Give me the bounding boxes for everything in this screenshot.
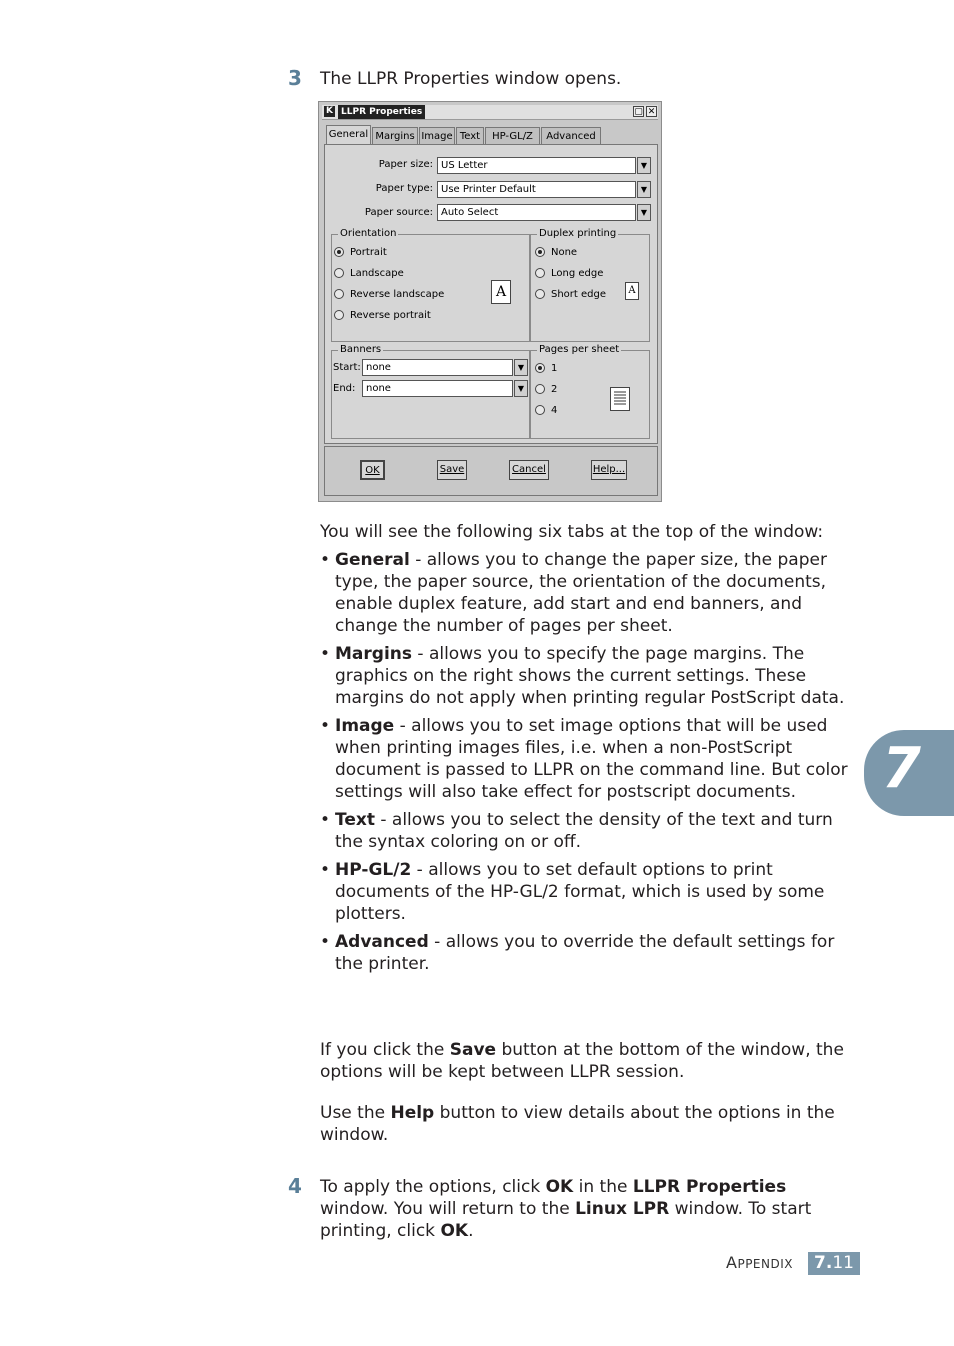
- step4-t2: in the: [573, 1177, 633, 1197]
- bullet-icon: •: [320, 932, 331, 952]
- tab-hpgl[interactable]: HP-GL/Z: [485, 127, 540, 144]
- window-titlebar: [322, 105, 658, 120]
- paper-size-select[interactable]: US Letter: [437, 157, 636, 174]
- radio-label: Short edge: [551, 289, 607, 300]
- duplex-short-edge-radio[interactable]: [535, 289, 606, 301]
- bullet-icon: •: [320, 644, 331, 664]
- paper-type-dropdown-icon[interactable]: ▼: [637, 181, 651, 198]
- bullet-desc: - allows you to override the default settings for the printer.: [335, 932, 835, 974]
- radio-unselected-icon: [535, 289, 545, 299]
- footer-label-first: A: [726, 1253, 738, 1272]
- minimize-icon[interactable]: ▢: [634, 107, 643, 117]
- tab-margins[interactable]: Margins: [372, 127, 418, 144]
- step-number-3: 3: [288, 66, 302, 90]
- radio-unselected-icon: [334, 268, 344, 278]
- step4-b4: OK: [440, 1221, 469, 1241]
- list-item-margins: [320, 643, 850, 709]
- radio-unselected-icon: [334, 310, 344, 320]
- paper-source-select[interactable]: Auto Select: [437, 204, 636, 221]
- tabs-intro: You will see the following six tabs at the top of the window:: [320, 522, 824, 542]
- page-chapter: 7.: [814, 1253, 833, 1273]
- list-item-text: [320, 809, 850, 853]
- chapter-tab: [864, 730, 954, 816]
- radio-label: Long edge: [551, 268, 604, 279]
- radio-label: 4: [551, 405, 558, 416]
- banner-end-select[interactable]: none: [362, 380, 513, 397]
- duplex-group-label: Duplex printing: [539, 228, 617, 239]
- cancel-button[interactable]: Cancel: [509, 460, 549, 480]
- help-button[interactable]: Help...: [591, 460, 627, 480]
- radio-label: Reverse landscape: [350, 289, 445, 300]
- tab-general[interactable]: General: [326, 125, 371, 145]
- pages-per-sheet-2-radio[interactable]: [535, 384, 557, 396]
- pages-per-sheet-4-radio[interactable]: [535, 405, 557, 417]
- orientation-group: [331, 228, 530, 342]
- save-paragraph: [320, 1039, 850, 1083]
- radio-label: None: [551, 247, 578, 258]
- tab-advanced[interactable]: Advanced: [541, 127, 601, 144]
- general-tab-panel: [324, 144, 658, 444]
- page-lines-icon: [611, 388, 629, 410]
- bullet-desc: - allows you to set image options that will be used when printing images files, i.e. when a non-PostScript document is passed to LLPR on the command line. But color settings will also take effect for postscript documents.: [335, 716, 848, 802]
- radio-label: Portrait: [350, 247, 387, 258]
- list-item-image: [320, 715, 850, 803]
- help-para-bold: Help: [390, 1103, 435, 1123]
- banner-start-select[interactable]: none: [362, 359, 513, 376]
- step4-b3: Linux LPR: [575, 1199, 670, 1219]
- save-para-post: button at the bottom of the window, the options will be kept between LLPR session.: [320, 1040, 844, 1082]
- llpr-properties-window-screenshot: [318, 101, 662, 502]
- list-item-hpgl2: [320, 859, 850, 925]
- bullet-term: Text: [335, 810, 375, 830]
- radio-unselected-icon: [334, 289, 344, 299]
- save-para-pre: If you click the: [320, 1040, 450, 1060]
- save-para-bold: Save: [449, 1040, 497, 1060]
- step-number-4: 4: [288, 1174, 302, 1198]
- radio-selected-icon: [535, 247, 545, 257]
- footer-label-rest: PPENDIX: [737, 1257, 793, 1271]
- orientation-landscape-radio[interactable]: [334, 268, 404, 280]
- bullet-term: HP-GL/2: [335, 860, 412, 880]
- banner-end-label: End:: [333, 383, 356, 394]
- bullet-icon: •: [320, 810, 331, 830]
- tab-descriptions: [320, 549, 850, 981]
- step4-t4: window. To start printing, click: [320, 1199, 812, 1241]
- radio-label: 1: [551, 363, 558, 374]
- help-para-post: button to view details about the options in the window.: [320, 1103, 835, 1145]
- bullet-term: Advanced: [335, 932, 429, 952]
- pages-per-sheet-1-radio[interactable]: [535, 363, 557, 375]
- bullet-desc: - allows you to change the paper size, the paper type, the paper source, the orientation of the documents, enable duplex feature, add start and end banners, and change the number of pages per sheet.: [335, 550, 827, 636]
- bullet-desc: - allows you to set default options to print documents of the HP-GL/2 format, which is used by some plotters.: [335, 860, 825, 924]
- ok-button[interactable]: OK: [360, 460, 385, 480]
- step-4-text: [320, 1176, 850, 1242]
- step4-b1: OK: [545, 1177, 574, 1197]
- paper-size-dropdown-icon[interactable]: ▼: [637, 157, 651, 174]
- step4-t1: To apply the options, click: [320, 1177, 546, 1197]
- chapter-number: 7: [882, 736, 921, 801]
- dialog-button-bar: [324, 446, 658, 496]
- step4-t5: .: [468, 1221, 474, 1241]
- bullet-icon: •: [320, 550, 331, 570]
- banners-group-label: Banners: [340, 344, 382, 355]
- radio-selected-icon: [334, 247, 344, 257]
- bullet-term: Margins: [335, 644, 412, 664]
- banner-end-dropdown-icon[interactable]: ▼: [514, 380, 528, 397]
- paper-source-label: Paper source:: [364, 207, 433, 218]
- footer-section-label: [726, 1253, 793, 1272]
- paper-source-dropdown-icon[interactable]: ▼: [637, 204, 651, 221]
- tab-image[interactable]: Image: [419, 127, 455, 144]
- orientation-reverse-landscape-radio[interactable]: [334, 289, 444, 301]
- bullet-desc: - allows you to specify the page margins. The graphics on the right shows the current settings. These margins do not apply when printing regular PostScript data.: [335, 644, 845, 708]
- page-number-badge: [808, 1252, 860, 1275]
- window-title: LLPR Properties: [338, 105, 425, 119]
- list-item-advanced: [320, 931, 850, 975]
- paper-size-label: Paper size:: [378, 159, 433, 170]
- banners-group: [331, 344, 530, 439]
- orientation-reverse-portrait-radio[interactable]: [334, 310, 431, 322]
- radio-label: Landscape: [350, 268, 404, 279]
- orientation-portrait-radio[interactable]: [334, 247, 387, 259]
- pages-per-sheet-preview-icon: [610, 387, 630, 411]
- radio-unselected-icon: [535, 268, 545, 278]
- bullet-icon: •: [320, 860, 331, 880]
- radio-label: 2: [551, 384, 558, 395]
- duplex-preview-icon: A: [625, 282, 639, 300]
- step4-b2: LLPR Properties: [632, 1177, 787, 1197]
- bullet-icon: •: [320, 716, 331, 736]
- help-para-pre: Use the: [320, 1103, 391, 1123]
- close-icon[interactable]: ✕: [647, 107, 656, 117]
- list-item-general: [320, 549, 850, 637]
- orientation-group-label: Orientation: [340, 228, 397, 239]
- step4-t3: window. You will return to the: [320, 1199, 576, 1219]
- orientation-preview-icon: A: [491, 280, 511, 304]
- tab-description-list: [320, 549, 850, 975]
- duplex-none-radio[interactable]: [535, 247, 577, 259]
- save-button[interactable]: Save: [437, 460, 467, 480]
- banner-start-label: Start:: [333, 362, 361, 373]
- paper-type-label: Paper type:: [375, 183, 433, 194]
- radio-unselected-icon: [535, 384, 545, 394]
- radio-selected-icon: [535, 363, 545, 373]
- bullet-term: Image: [335, 716, 395, 736]
- radio-unselected-icon: [535, 405, 545, 415]
- help-paragraph: [320, 1102, 850, 1146]
- tab-text[interactable]: Text: [456, 127, 484, 144]
- radio-label: Reverse portrait: [350, 310, 431, 321]
- k-menu-icon[interactable]: K: [324, 106, 335, 117]
- bullet-term: General: [335, 550, 410, 570]
- pages-per-sheet-group-label: Pages per sheet: [539, 344, 620, 355]
- duplex-group: [530, 228, 650, 342]
- pages-per-sheet-group: [530, 344, 650, 439]
- paper-type-select[interactable]: Use Printer Default: [437, 181, 636, 198]
- page-num: 11: [832, 1253, 854, 1273]
- banner-start-dropdown-icon[interactable]: ▼: [514, 359, 528, 376]
- bullet-desc: - allows you to select the density of the text and turn the syntax coloring on or off.: [335, 810, 833, 852]
- duplex-long-edge-radio[interactable]: [535, 268, 603, 280]
- step-3-text: The LLPR Properties window opens.: [320, 69, 622, 89]
